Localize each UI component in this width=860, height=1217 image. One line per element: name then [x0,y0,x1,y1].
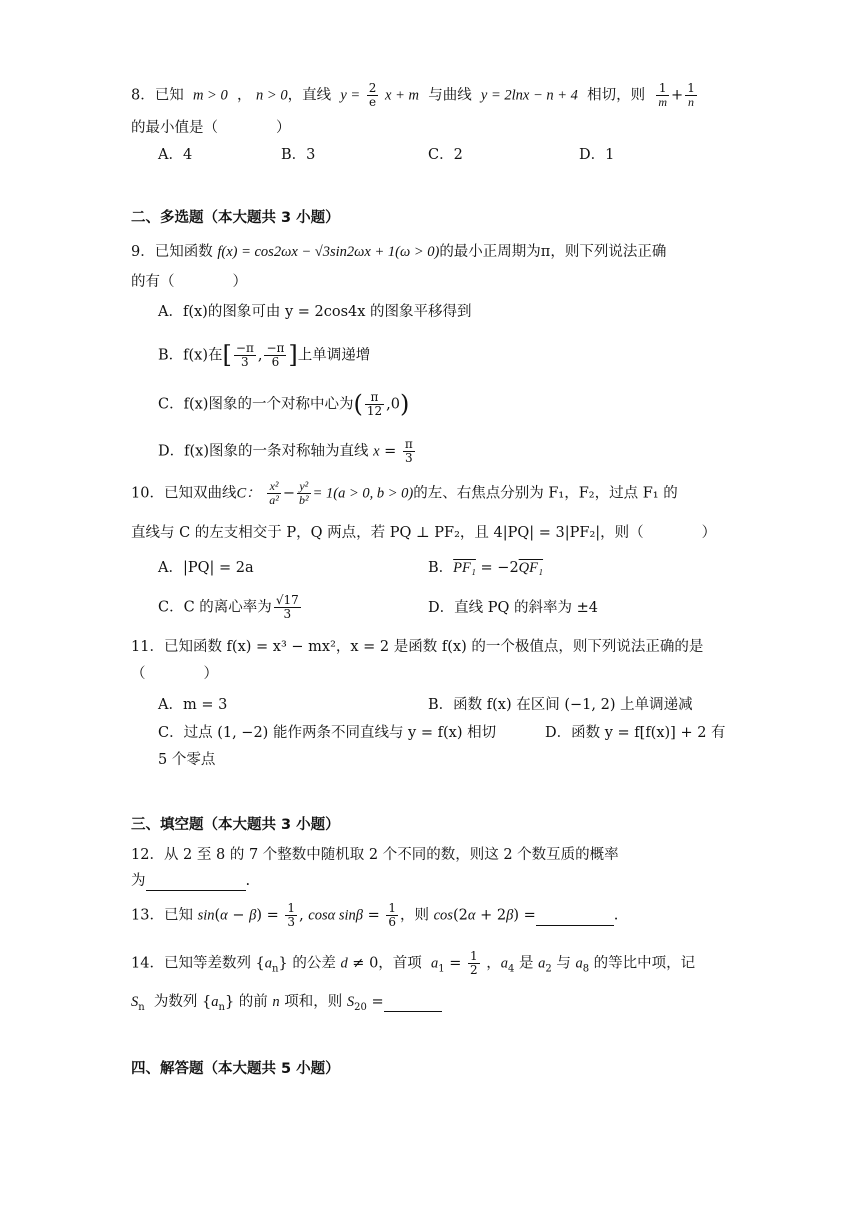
q10-text-foci: 的左、右焦点分别为 F₁，F₂，过点 F₁ 的 [413,485,678,502]
q13-line: 13．已知 sin(α − β) = $\frac{1}{3}$ , cosα sinβ = $\frac{1}{6}$ ，则 cos(2α + 2β) = . [131,901,619,930]
q8-plus: + [671,87,684,104]
q10-option-a: A．|PQ| = 2a [158,560,254,576]
q9-b-frac2: $\frac{-\pi}{6}$ [266,340,285,369]
q10-line1: 10．已知双曲线C： $\frac{\text{x²}}{\text{a²}}$ − $\frac{\text{y²}}{\text{b²}}$ = 1(a > 0, b > 0)的左、右焦点分别为 F₁，F₂，过点 F₁ 的 [131,479,678,508]
q8-option-d: D．1 [579,147,615,163]
q8-text-tangent: 相切，则 [587,87,646,104]
q9-b-frac1: $\frac{-\pi}{3}$ [235,340,254,369]
q9-text: 9．已知函数 [131,244,213,260]
q13-frac2: $\frac{1}{6}$ [388,901,397,930]
q8-frac-den: e [369,95,377,110]
q8-option-b: B．3 [281,147,316,163]
q12-text: 为 [131,873,146,889]
q9-c-frac: $\frac{\pi}{12}$ [366,389,383,418]
q9-option-b: B．f(x)在[ $\frac{-\pi}{3}$ , $\frac{-\pi}{6}$ ]上单调递增 [158,340,371,369]
q8-sep: ， [236,87,252,104]
q9-option-d: D．f(x)图象的一条对称轴为直线 x = $\frac{\pi}{3}$ [158,437,413,466]
q9-line2: 的有（ ） [131,274,247,290]
q14-frac: $\frac{1}{2}$ [470,949,478,978]
q9-option-c: C．f(x)图象的一个对称中心为( $\frac{\pi}{12}$ ,0) [158,389,410,418]
q9-d-text: D．f(x)图象的一条对称轴为直线 [158,443,369,460]
q11-option-c: C．过点 (1, −2) 能作两条不同直线与 y = f(x) 相切 [158,725,497,741]
q8-cond-m: m > 0 [192,87,228,104]
q8-line1 [131,82,699,109]
q10-option-b: B．PF₁ = −2QF₁ [428,560,544,576]
q14-line2: $S_n$ 为数列 $\{a_n\}$ 的前 n 项和，则 $S_{20}$ = [131,994,442,1014]
q11-option-b: B．函数 f(x) 在区间 (−1, 2) 上单调递减 [428,697,693,713]
q10-frac-y: $\frac{\text{y²}}{\text{b²}}$ [299,479,309,508]
q10-option-d: D．直线 PQ 的斜率为 ±4 [428,600,598,616]
q12-line1: 12．从 2 至 8 的 7 个整数中随机取 2 个不同的数，则这 2 个数互质的概率 [131,847,619,863]
q10-option-c [158,594,303,621]
q9-option-a: A．f(x)的图象可由 y = 2cos4x 的图象平移得到 [158,304,472,320]
q11-option-d-cont: 5 个零点 [158,752,216,768]
q13-frac1: $\frac{1}{3}$ [287,901,296,930]
q12-answer-blank[interactable] [146,873,246,891]
q13-answer-blank[interactable] [536,908,614,926]
section-2-heading: 二、多选题（本大题共 3 小题） [131,210,340,226]
q8-option-a: A．4 [158,147,193,163]
q10-text: 10．已知双曲线 [131,485,237,502]
q11-option-d: D．函数 y = f[f(x)] + 2 有 [545,725,726,741]
q9-function: f(x) = cos2ωx − √3sin2ωx + 1(ω > 0) [217,244,440,260]
q10-c-text: C．C 的离心率为 [158,599,272,616]
q11-line2: （ ） [131,666,218,682]
q8-frac-m: $\frac{1}{m}$ [658,81,668,110]
q8-cond-n: n > 0 [256,87,288,104]
q8-frac-n: $\frac{1}{n}$ [687,81,695,110]
q10-frac-x: $\frac{\text{x²}}{\text{a²}}$ [269,479,279,508]
q9-b-text: B．f(x)在 [158,347,223,364]
q9-c-text: C．f(x)图象的一个对称中心为 [158,396,354,413]
q11-line1: 11．已知函数 f(x) = x³ − mx²，x = 2 是函数 f(x) 的一个极值点，则下列说法正确的是 [131,639,704,655]
q8-fraction [367,82,379,109]
q8-option-c: C．2 [428,147,463,163]
q10-curve-name: C： [236,485,261,502]
q11-option-a: A．m = 3 [158,697,228,713]
q14-line1: 14．已知等差数列 $\{a_n\}$ 的公差 d ≠ 0，首项 $a_1$ = $\frac{1}{2}$ ，$a_4$ 是 $a_2$ 与 $a_8$ 的等比中项，记 [131,949,696,978]
q8-text-line: ，直线 [287,87,332,104]
q10-c-frac: $\frac{√17}{3}$ [275,593,299,622]
q12-line2: 为 . [131,873,250,891]
q8-text-curve: 与曲线 [428,87,472,104]
q8-line-lhs: y = [340,87,361,104]
q8-curve: y = 2lnx − n + 4 [480,87,578,104]
section-3-heading: 三、填空题（本大题共 3 小题） [131,817,340,833]
q10-line2: 直线与 C 的左支相交于 P，Q 两点，若 PQ ⊥ PF₂，且 4|PQ| = 3|PF₂|，则（ ） [131,525,717,541]
q14-answer-blank[interactable] [384,994,442,1012]
q8-line-rhs: x + m [385,87,419,104]
q9-b-tail: 上单调递增 [297,347,371,364]
q8-line2: 的最小值是（ ） [131,120,291,136]
q9-text-period: 的最小正周期为π，则下列说法正确 [439,244,667,260]
q8-frac-num: 2 [368,81,377,95]
q9-d-frac: $\frac{\pi}{3}$ [404,437,413,466]
q8-text: 8．已知 [131,87,184,104]
section-4-heading: 四、解答题（本大题共 5 小题） [131,1061,340,1077]
q9-line1 [131,244,666,261]
